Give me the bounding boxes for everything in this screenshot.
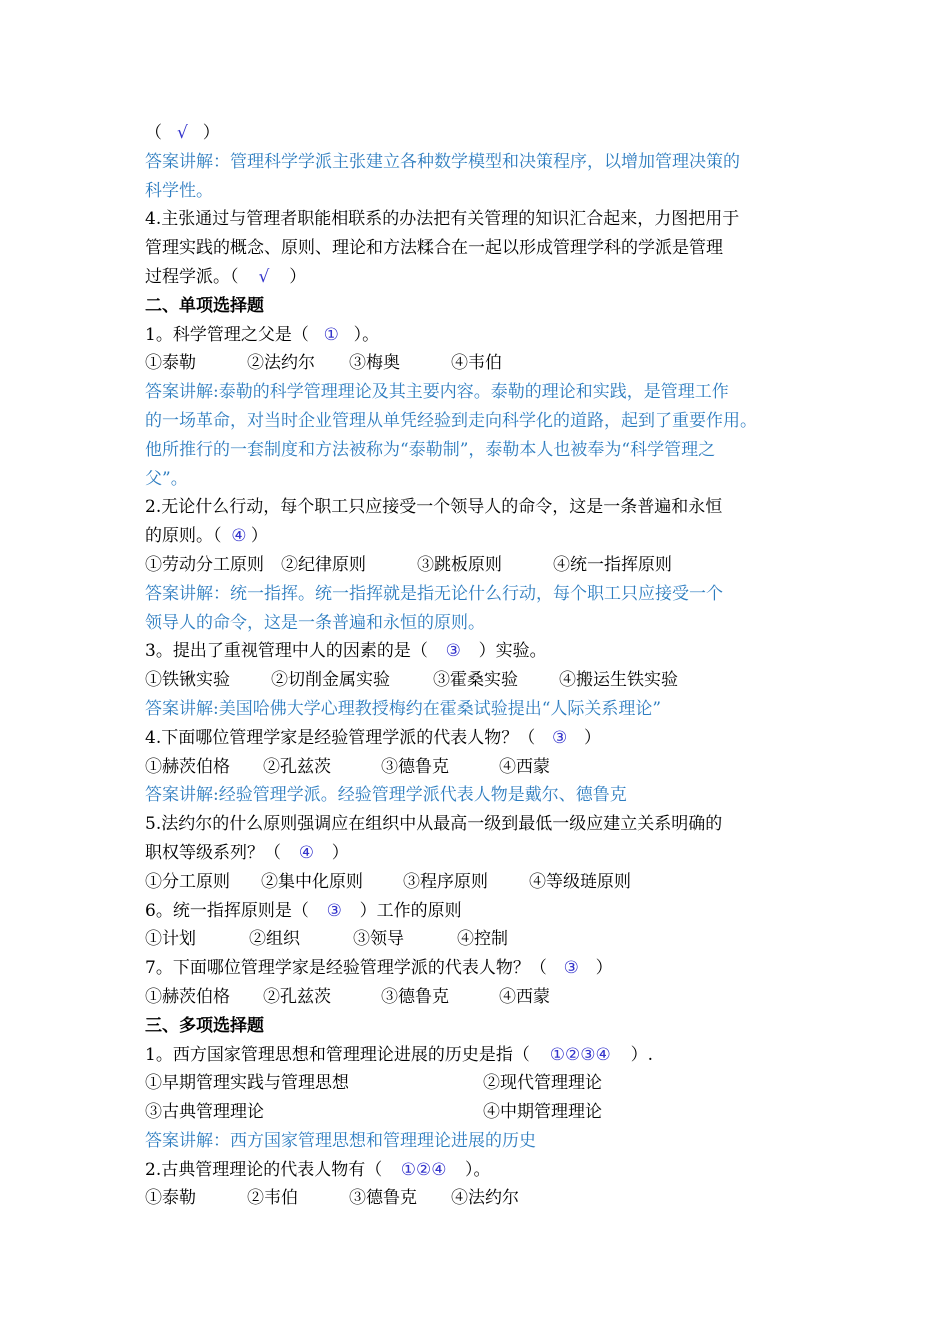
options-row — [145, 349, 850, 378]
option: ①泰勒 — [145, 1188, 196, 1209]
check-mark: √ — [176, 123, 188, 143]
question-text: 1。西方国家管理思想和管理理论进展的历史是指（ ①②③④ ）. — [145, 1041, 850, 1070]
question-text: 4.主张通过与管理者职能相联系的办法把有关管理的知识汇合起来，力图把用于 — [145, 209, 740, 230]
question-text: 职权等级系列？（ ④ ） — [145, 839, 850, 868]
answer-explanation: 的一场革命，对当时企业管理从单凭经验到走向科学化的道路，起到了重要作用。 — [145, 410, 757, 431]
answer-mark: ①②③④ — [549, 1044, 611, 1065]
option: ③德鲁克 — [349, 1188, 417, 1209]
question-text: 4.下面哪位管理学家是经验管理学派的代表人物？（ ③ ） — [145, 724, 850, 753]
option: ②韦伯 — [247, 1188, 298, 1209]
answer-explanation: 父”。 — [145, 468, 188, 489]
option: ③程序原则 — [403, 871, 488, 892]
option: ④控制 — [457, 929, 508, 950]
answer-explanation: 科学性。 — [145, 180, 213, 201]
option: ③梅奥 — [349, 353, 400, 374]
options-row — [145, 1184, 850, 1213]
option: ②法约尔 — [247, 353, 315, 374]
option: ④西蒙 — [499, 756, 550, 777]
option: ①早期管理实践与管理思想 — [145, 1073, 349, 1094]
answer-explanation: 领导人的命令，这是一条普遍和永恒的原则。 — [145, 612, 485, 633]
options-row — [145, 666, 850, 695]
question-text: 1。科学管理之父是（ ① ）。 — [145, 321, 850, 350]
option: ④统一指挥原则 — [553, 554, 672, 575]
option: ③跳板原则 — [417, 554, 502, 575]
answer-mark-line: （ √ ） — [145, 119, 850, 148]
question-text: 3。提出了重视管理中人的因素的是（ ③ ）实验。 — [145, 637, 850, 666]
option: ①赫茨伯格 — [145, 756, 230, 777]
option: ④西蒙 — [499, 986, 550, 1007]
option: ②组织 — [249, 929, 300, 950]
question-text: 2.古典管理理论的代表人物有（ ①②④ ）。 — [145, 1156, 850, 1185]
option: ①劳动分工原则 — [145, 554, 264, 575]
options-row — [145, 551, 850, 580]
option: ③霍桑实验 — [433, 670, 518, 691]
option: ①泰勒 — [145, 353, 196, 374]
option: ②纪律原则 — [281, 554, 366, 575]
option: ②集中化原则 — [261, 871, 363, 892]
answer-explanation: 答案讲解:经验管理学派。经验管理学派代表人物是戴尔、德鲁克 — [145, 785, 627, 806]
option: ④中期管理理论 — [483, 1102, 602, 1123]
answer-explanation: 答案讲解：西方国家管理思想和管理理论进展的历史 — [145, 1130, 536, 1151]
answer-explanation: 答案讲解：统一指挥。统一指挥就是指无论什么行动，每个职工只应接受一个 — [145, 583, 723, 604]
options-row — [145, 1069, 850, 1098]
answer-mark: ④ — [298, 842, 315, 863]
check-mark: √ — [258, 266, 270, 287]
question-text: 管理实践的概念、原则、理论和方法糅合在一起以形成管理学科的学派是管理 — [145, 238, 723, 259]
section-heading: 二、单项选择题 — [145, 295, 264, 316]
option: ④韦伯 — [451, 353, 502, 374]
question-text: 6。统一指挥原则是（ ③ ）工作的原则 — [145, 897, 850, 926]
answer-mark: ③ — [445, 641, 461, 662]
section-heading: 三、多项选择题 — [145, 1015, 264, 1036]
option: ①赫茨伯格 — [145, 986, 230, 1007]
option: ②切削金属实验 — [271, 670, 390, 691]
option: ②孔兹茨 — [263, 756, 331, 777]
answer-mark: ④ — [231, 526, 247, 547]
answer-mark: ③ — [563, 958, 579, 979]
option: ②现代管理理论 — [483, 1073, 602, 1094]
option: ①分工原则 — [145, 871, 230, 892]
options-row — [145, 925, 850, 954]
question-text: 5.法约尔的什么原则强调应在组织中从最高一级到最低一级应建立关系明确的 — [145, 814, 723, 835]
answer-explanation: 他所推行的一套制度和方法被称为“泰勒制”，泰勒本人也被奉为“科学管理之 — [145, 439, 716, 460]
answer-mark: ① — [323, 324, 339, 345]
option: ③古典管理理论 — [145, 1102, 264, 1123]
option: ③领导 — [353, 929, 404, 950]
option: ③德鲁克 — [381, 986, 449, 1007]
option: ②孔兹茨 — [263, 986, 331, 1007]
answer-mark: ③ — [552, 727, 568, 748]
option: ④法约尔 — [451, 1188, 519, 1209]
question-text: 2.无论什么行动，每个职工只应接受一个领导人的命令，这是一条普遍和永恒 — [145, 497, 723, 518]
answer-explanation: 答案讲解：管理科学学派主张建立各种数学模型和决策程序，以增加管理决策的 — [145, 151, 740, 172]
option: ③德鲁克 — [381, 756, 449, 777]
question-text: 过程学派。（ √ ） — [145, 263, 850, 292]
answer-mark: ①②④ — [400, 1159, 447, 1180]
option: ①计划 — [145, 929, 196, 950]
answer-mark: ③ — [326, 900, 342, 921]
option: ①铁锹实验 — [145, 670, 230, 691]
question-text: 7。下面哪位管理学家是经验管理学派的代表人物？（ ③ ） — [145, 954, 850, 983]
options-row — [145, 753, 850, 782]
options-row — [145, 983, 850, 1012]
options-row — [145, 868, 850, 897]
answer-explanation: 答案讲解:美国哈佛大学心理教授梅约在霍桑试验提出“人际关系理论” — [145, 698, 662, 719]
answer-explanation: 答案讲解:泰勒的科学管理理论及其主要内容。泰勒的理论和实践，是管理工作 — [145, 382, 729, 403]
option: ④等级琏原则 — [529, 871, 631, 892]
question-text: 的原则。（ ④ ） — [145, 522, 850, 551]
options-row — [145, 1098, 850, 1127]
option: ④搬运生铁实验 — [559, 670, 678, 691]
